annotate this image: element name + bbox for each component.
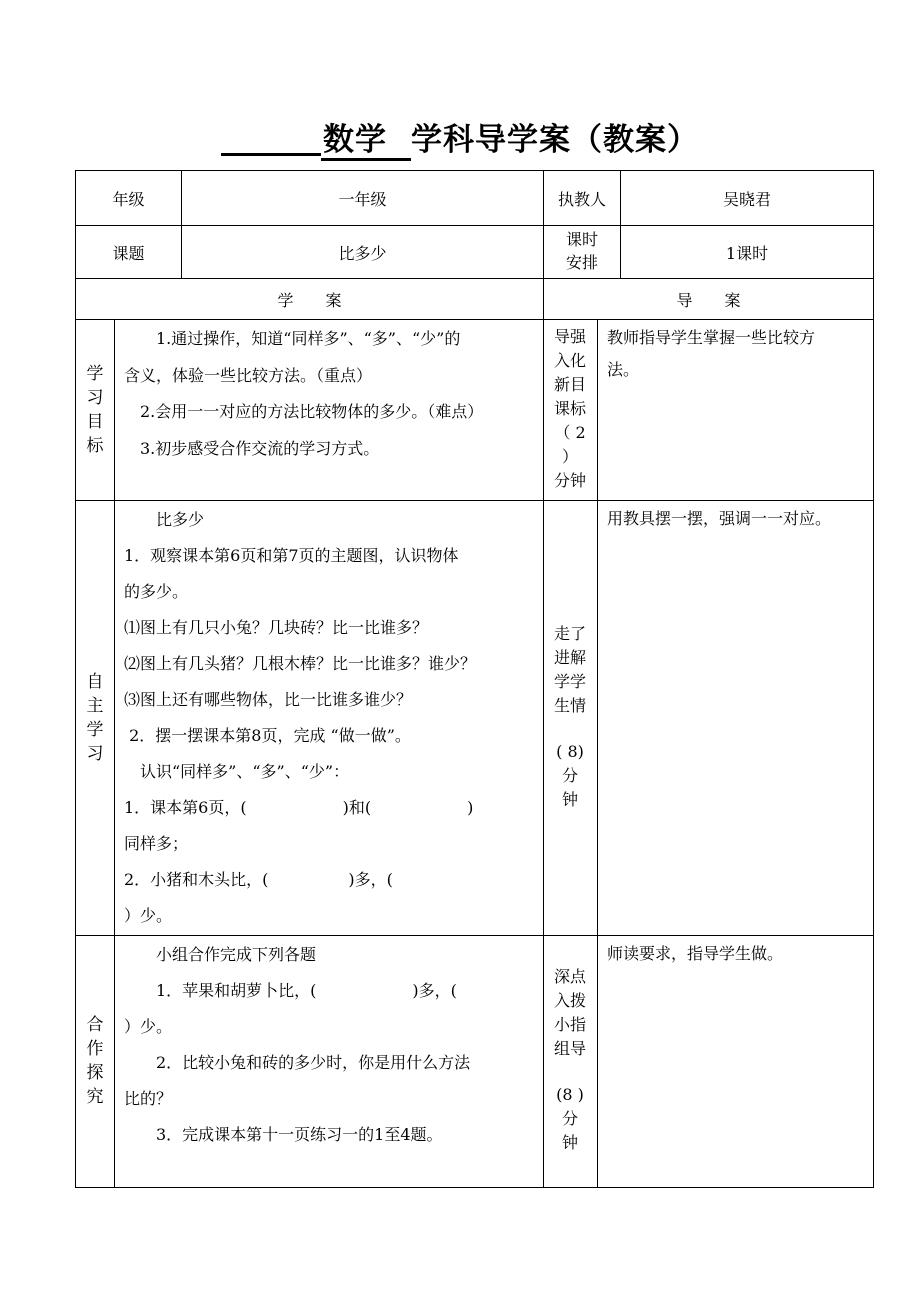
period-value: 1课时 [725,243,769,263]
teacher-label: 执教人 [557,189,606,209]
section-name-objectives: 学 习 目 标 [86,364,104,456]
study-plan-heading: 学 案 [277,290,342,310]
self-study-guide: 用教具摆一摆，强调一一对应。 [607,509,832,528]
title-blank-line [221,121,321,156]
topic-value: 比多少 [338,243,387,263]
cooperation-time-note: 深点 入拨 小指 组导 (8 ) 分 钟 [553,967,586,1152]
period-label-line-1: 课时 [565,230,598,249]
title-suffix: 学科导学案（教案） [411,122,699,158]
self-study-content: 比多少 1．观察课本第6页和第7页的主题图，认识物体 的多少。 ⑴图上有几只小兔？几块砖？比一比谁多？ ⑵图上有几头猪？几根木棒？比一比谁多？谁少？ ⑶图上还有哪些物体，比一比谁多谁少？ 2．摆一摆课本第8页，完成 “做一做”。 认识“同样多”、“多”、“少”： 1．课本第6页，( )和( ) 同样多； 2．小猪和木头比，( )多，( ）少。 [124,510,477,925]
cooperation-guide: 师读要求，指导学生做。 [607,944,784,963]
objectives-guide: 教师指导学生掌握一些比较方 法。 [607,328,816,379]
grade-value: 一年级 [338,189,387,209]
period-label [544,228,620,276]
teacher-value: 吴晓君 [722,189,771,209]
guide-plan-heading: 导 案 [676,290,741,310]
cooperation-content: 小组合作完成下列各题 1．苹果和胡萝卜比，( )多，( ）少。 2．比较小兔和砖的多少时，你是用什么方法 比的？ 3．完成课本第十一页练习一的1至4题。 [124,945,471,1144]
topic-label: 课题 [112,243,145,263]
page-title [0,120,920,161]
period-label-line-2: 安排 [565,253,598,272]
section-name-cooperation: 合 作 探 究 [86,1015,104,1107]
objectives-time-note: 导强 入化 新目 课标 （ 2 ） 分钟 [553,327,586,490]
grade-label: 年级 [112,189,145,209]
title-subject: 数学 [321,122,411,161]
objectives-content: 1.通过操作，知道“同样多”、“多”、“少”的 含义，体验一些比较方法。（重点） 2.会用一一对应的方法比较物体的多少。（难点） 3.初步感受合作交流的学习方式。 [124,329,484,458]
self-study-time-note: 走了 进解 学学 生情 ( 8) 分 钟 [553,624,586,809]
section-name-self-study: 自 主 学 习 [86,672,104,764]
